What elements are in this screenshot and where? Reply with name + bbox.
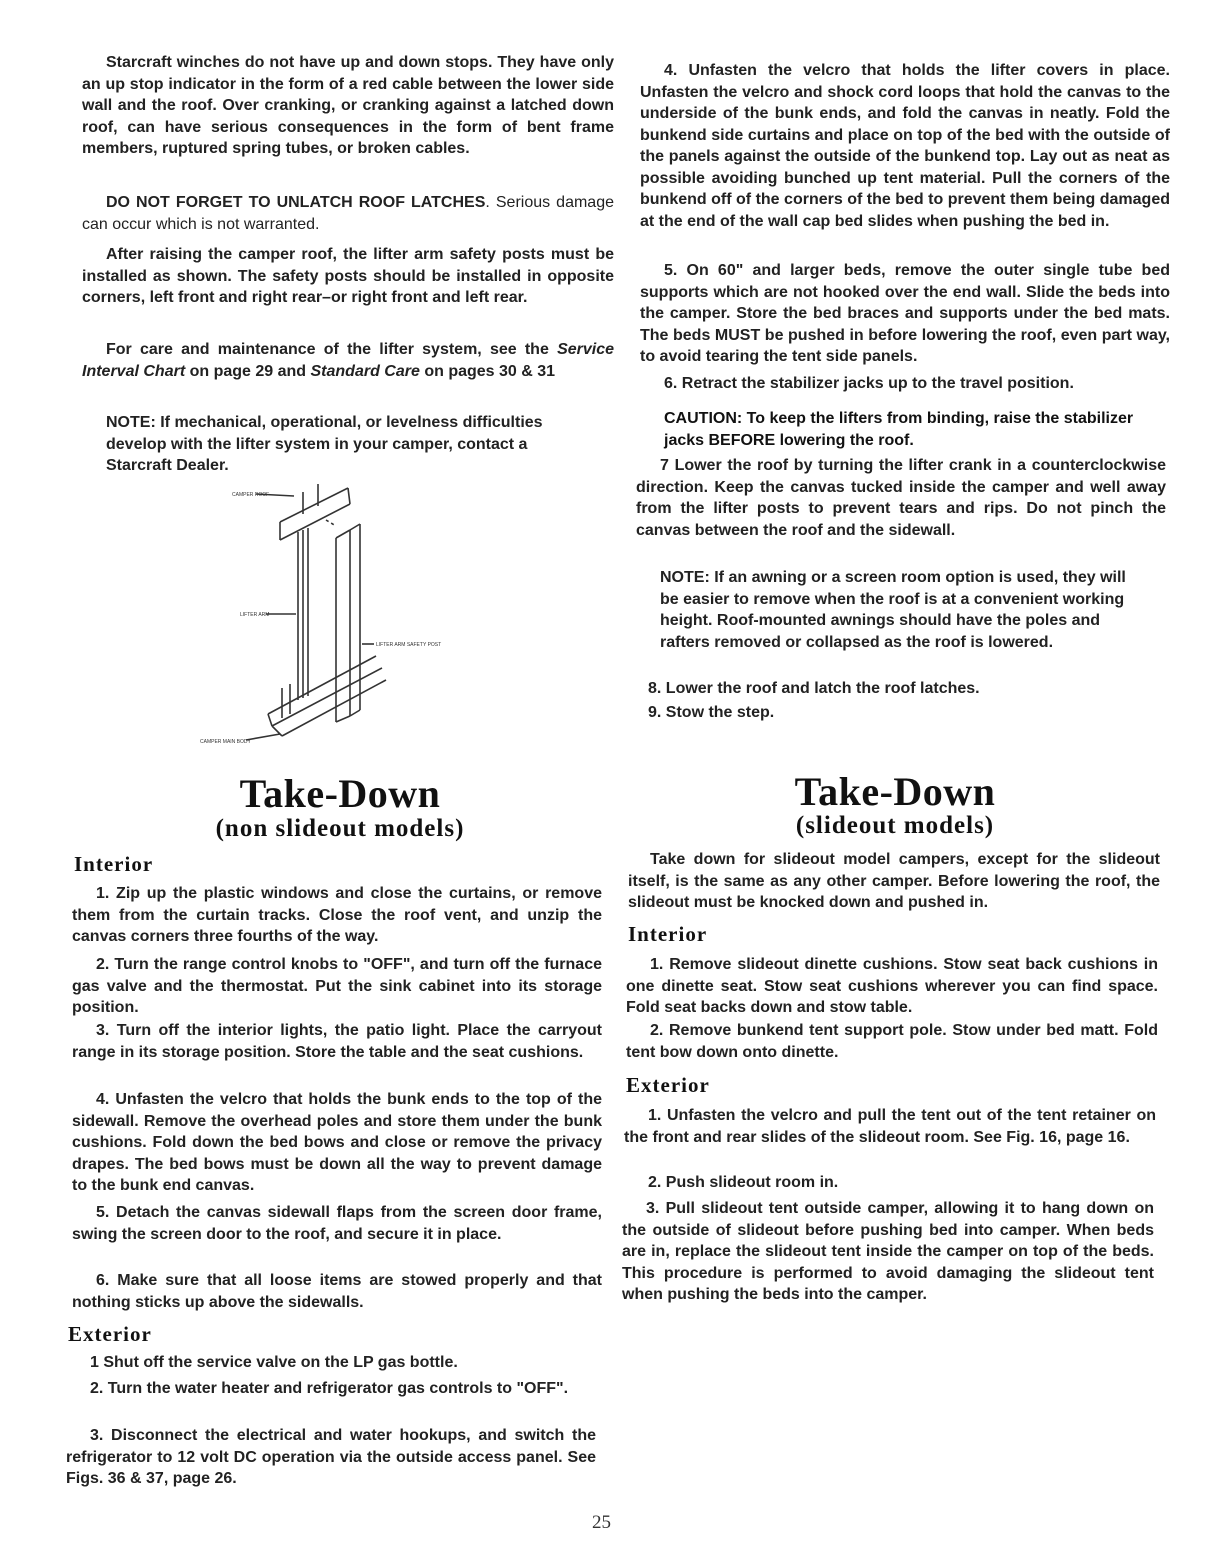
- unlatch-warning-lead: DO NOT FORGET TO UNLATCH ROOF LATCHES: [106, 194, 486, 211]
- slideout-interior-step-1: 1. Remove slideout dinette cushions. Stow seat back cushions in one dinette seat. Stow seat cushions wherever you can find space. Fold seat backs down and stow table.: [626, 956, 1158, 1016]
- right-step-9: 9. Stow the step.: [648, 704, 775, 721]
- lifter-note-lead: NOTE:: [106, 414, 156, 431]
- exterior-heading-right: Exterior: [626, 1073, 710, 1097]
- slideout-exterior-step-2: 2. Push slideout room in.: [648, 1174, 839, 1191]
- interior-step-1: 1. Zip up the plastic windows and close the curtains, or remove them from the curtain tracks. Close the roof vent, and unzip the canvas corners three fourths of the way.: [72, 885, 602, 945]
- figure-label-roof: CAMPER ROOF: [232, 492, 270, 498]
- page-number: 25: [592, 1512, 611, 1533]
- right-step-8: 8. Lower the roof and latch the roof latches.: [648, 680, 980, 697]
- right-step-6: 6. Retract the stabilizer jacks up to the travel position.: [664, 375, 1074, 392]
- slideout-intro: Take down for slideout model campers, except for the slideout itself, is the same as any other camper. Before lowering the roof, the slideout must be knocked down and pushed in.: [628, 851, 1160, 911]
- care-maintenance-paragraph: [82, 339, 614, 382]
- exterior-step-2: 2. Turn the water heater and refrigerator gas controls to "OFF".: [90, 1380, 569, 1397]
- slideout-interior-step-2: 2. Remove bunkend tent support pole. Stow under bed matt. Fold tent bow down onto dinette.: [626, 1022, 1158, 1061]
- right-step-5-c: be pushed in before lowering the roof, even part way, to avoid tearing the tent side panels.: [640, 326, 1170, 365]
- right-step-5: [640, 260, 1170, 368]
- interior-step-3: 3. Turn off the interior lights, the patio light. Place the carryout range in its storage position. Store the table and the seat cushions.: [72, 1022, 602, 1061]
- service-interval-chart-ref: Service Interval Chart: [82, 341, 614, 380]
- unlatch-warning-rest: . Serious damage can occur which is not warranted.: [82, 194, 615, 233]
- interior-heading-right: Interior: [628, 922, 708, 946]
- figure-label-base: CAMPER MAIN BODY: [200, 739, 251, 745]
- standard-care-ref: Standard Care: [310, 362, 420, 380]
- interior-step-6: 6. Make sure that all loose items are stowed properly and that nothing sticks up above the sidewalls.: [72, 1272, 602, 1311]
- slideout-exterior-step-1: 1. Unfasten the velcro and pull the tent out of the tent retainer on the front and rear slides of the slideout room. See Fig. 16, page 16.: [624, 1107, 1156, 1146]
- figure-label-post: LIFTER ARM SAFETY POST: [376, 642, 442, 648]
- right-step-5-a: 5. On 60" and larger beds, remove the outer single tube bed supports which are not hooked over the end wall. Slide the beds into the camper. Store the bed braces and supports under the bed mats. The beds: [640, 262, 1170, 344]
- take-down-title-left: Take-Down: [239, 771, 441, 816]
- interior-step-4: 4. Unfasten the velcro that holds the bunk ends to the top of the sidewall. Remove the overhead poles and store them under the bunk cushions. Fold down the bed bows and close or remove the privacy drapes. The bed bows must be down all the way to prevent damage to the bunk end canvas.: [72, 1091, 602, 1194]
- take-down-title-right: Take-Down: [794, 769, 996, 814]
- interior-heading-left: Interior: [74, 852, 154, 876]
- right-step-4: 4. Unfasten the velcro that holds the lifter covers in place. Unfasten the velcro and shock cord loops that hold the canvas to the underside of the bunk ends, and fold the canvas in neatly. Fold the bunkend side curtains and place on top of the bed with the outside of the panels against the outside of the bunkend top. Lay out as neat as possible avoiding bunched up tent material. Pull the corners of the bunkend off of the corners of the bed to prevent them being damaged at the end of the wall cap bed slides when pushing the bed in.: [640, 62, 1170, 230]
- interior-step-5: 5. Detach the canvas sidewall flaps from the screen door frame, swing the screen door to the roof, and secure it in place.: [72, 1204, 602, 1243]
- left-intro-paragraph: Starcraft winches do not have up and down stops. They have only an up stop indicator in the form of a red cable between the lower side wall and the roof. Over cranking, or cranking against a latched down roof, can have serious consequences in the form of bent frame members, ruptured spring tubes, or broken cables.: [82, 54, 614, 157]
- right-step-7: 7 Lower the roof by turning the lifter crank in a counterclockwise direction. Keep the canvas tucked inside the camper and well away from the lifter posts to prevent tears and rips. Do not pinch the canvas between the roof and the sidewall.: [636, 457, 1166, 539]
- safety-posts-paragraph: After raising the camper roof, the lifter arm safety posts must be installed as shown. The safety posts should be installed in opposite corners, left front and right rear–or right front and left rear.: [82, 246, 614, 306]
- caution-stabilizer: CAUTION: To keep the lifters from binding, raise the stabilizer jacks BEFORE lowering the roof.: [664, 410, 1134, 449]
- care-text-c: on page 29 and: [185, 362, 311, 380]
- exterior-step-3: 3. Disconnect the electrical and water hookups, and switch the refrigerator to 12 volt DC operation via the outside access panel. See Figs. 36 & 37, page 26.: [66, 1427, 596, 1487]
- exterior-step-1: 1 Shut off the service valve on the LP gas bottle.: [90, 1354, 458, 1371]
- slideout-subtitle: (slideout models): [795, 812, 995, 839]
- non-slideout-subtitle: (non slideout models): [215, 815, 465, 842]
- lifter-arm-figure: [190, 482, 500, 752]
- awning-note-rest: If an awning or a screen room option is used, they will be easier to remove when the roof is at a convenient working height. Roof-mounted awnings should have the poles and rafters removed or collapsed as the roof is lowered.: [660, 569, 1126, 651]
- exterior-heading-left: Exterior: [68, 1322, 152, 1346]
- lifter-note: [106, 412, 586, 477]
- interior-step-2: 2. Turn the range control knobs to "OFF", and turn off the furnace gas valve and the thermostat. Put the sink cabinet into its storage position.: [72, 956, 602, 1016]
- awning-note-lead: NOTE:: [660, 569, 710, 586]
- figure-label-arm: LIFTER ARM: [240, 612, 270, 618]
- care-text-e: on pages 30 & 31: [419, 362, 556, 380]
- unlatch-warning-paragraph: [82, 192, 614, 235]
- right-step-5-must: MUST: [714, 326, 761, 344]
- slideout-exterior-step-3: 3. Pull slideout tent outside camper, allowing it to hang down on the outside of slideout before pushing bed into camper. When beds are in, replace the slideout tent inside the camper on top of the beds. This procedure is performed to avoid damaging the slideout tent when pushing the beds into the camper.: [622, 1200, 1154, 1303]
- care-text-a: For care and maintenance of the lifter system, see the: [106, 341, 558, 358]
- lifter-note-rest: If mechanical, operational, or levelness difficulties develop with the lifter system in your camper, contact a Starcraft Dealer.: [106, 414, 543, 474]
- awning-note: [660, 567, 1142, 653]
